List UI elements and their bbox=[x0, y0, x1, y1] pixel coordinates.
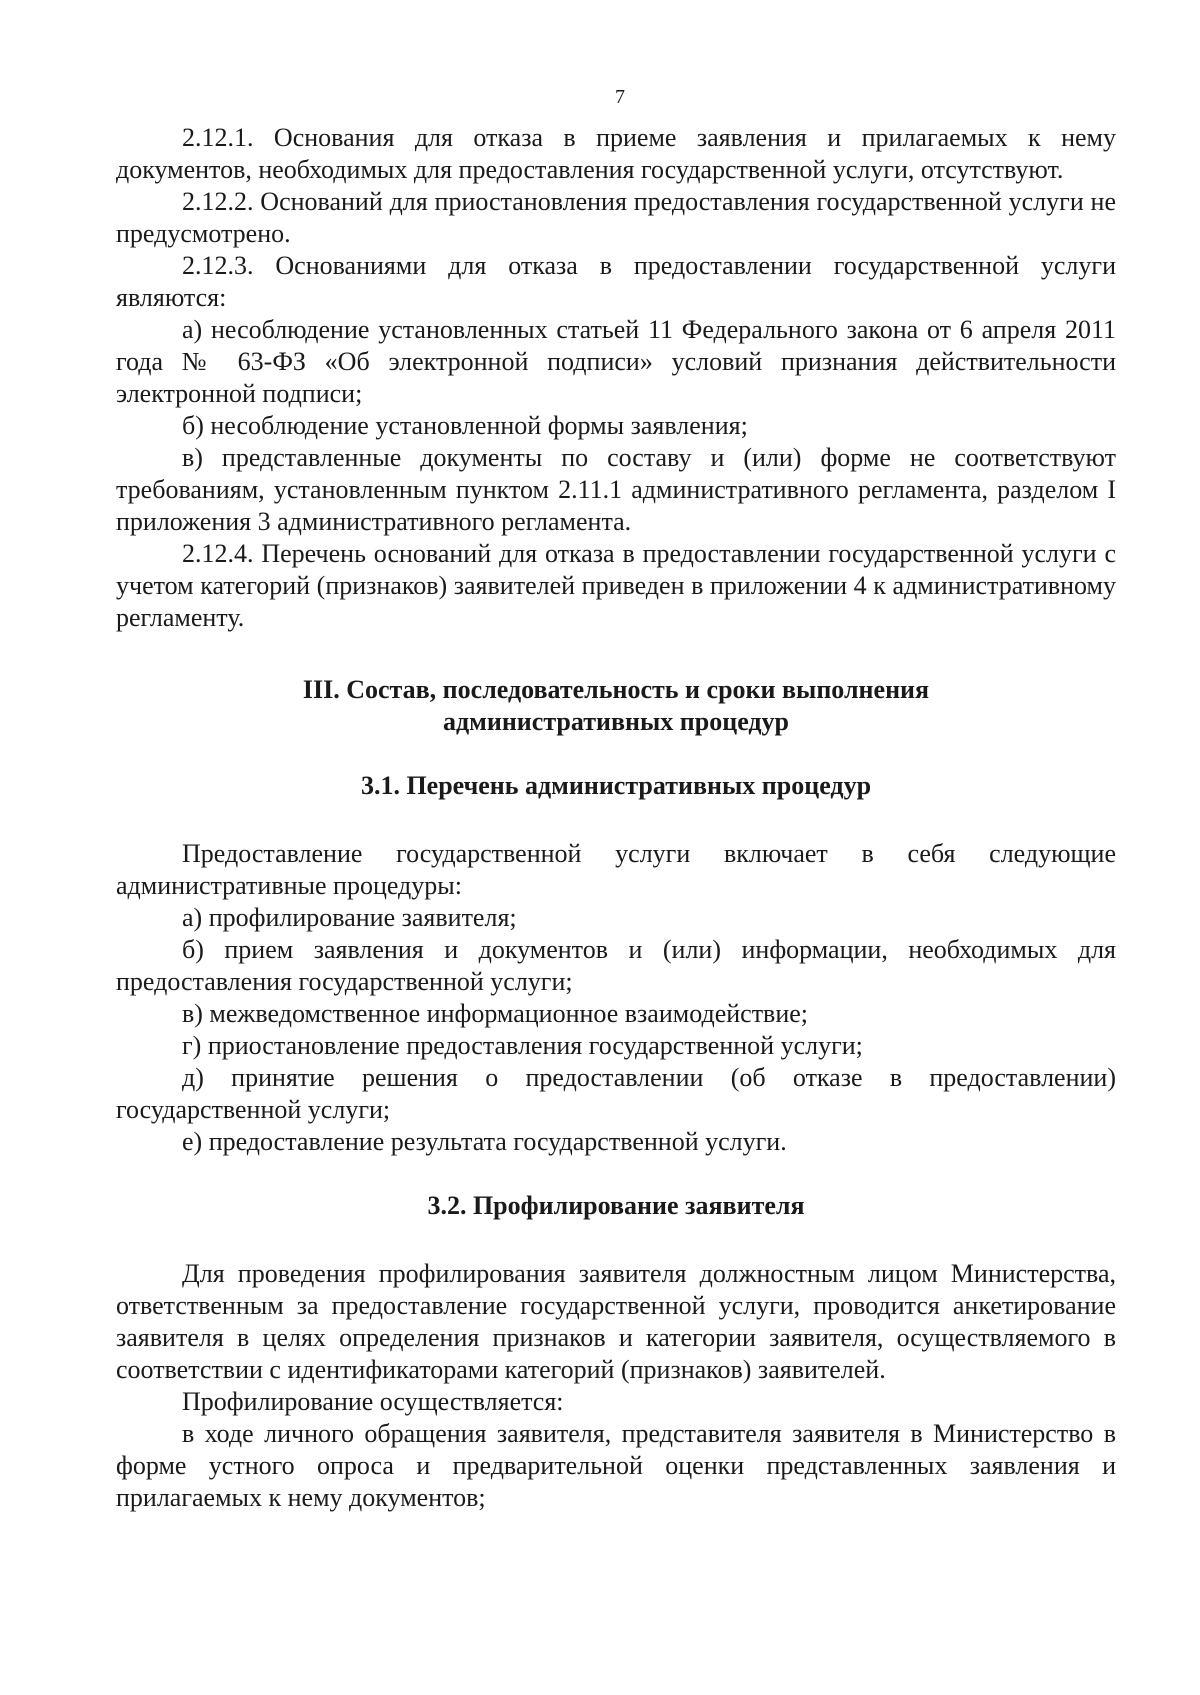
list-item-b: б) несоблюдение установленной формы заявления; bbox=[182, 411, 748, 440]
paragraph-2-12-3: 2.12.3. Основаниями для отказа в предоставлении государственной услуги являются: bbox=[116, 251, 1116, 312]
procedure-item-b: б) прием заявления и документов и (или) информации, необходимых для предоставления государственной услуги; bbox=[116, 935, 1116, 996]
list-item-v: в) представленные документы по составу и (или) форме не соответствуют требованиям, установленным пунктом 2.11.1 административного регламента, разделом I приложения 3 административного регламента. bbox=[116, 443, 1116, 536]
section-3-2-heading: 3.2. Профилирование заявителя bbox=[427, 1191, 805, 1220]
list-item-a: а) несоблюдение установленных статьей 11 Федерального закона от 6 апреля 2011 года № 63-ФЗ «Об электронной подписи» условий признания действительности электронной подписи; bbox=[116, 315, 1116, 408]
section-3-2-paragraph-1: Для проведения профилирования заявителя должностным лицом Министерства, ответственным за предоставление государственной услуги, проводится анкетирование заявителя в целях определения признаков и категории заявителя, осуществляемого в соответствии с идентификаторами категорий (признаков) заявителей. bbox=[116, 1259, 1116, 1384]
paragraph-2-12-4: 2.12.4. Перечень оснований для отказа в предоставлении государственной услуги с учетом категорий (признаков) заявителей приведен в приложении 4 к административному регламенту. bbox=[116, 539, 1116, 632]
section-3-heading bbox=[116, 674, 1116, 738]
section-3-2-paragraph-2: Профилирование осуществляется: bbox=[182, 1387, 564, 1416]
section-3-2-paragraph-3: в ходе личного обращения заявителя, представителя заявителя в Министерство в форме устного опроса и предварительной оценки представленных заявления и прилагаемых к нему документов; bbox=[116, 1419, 1116, 1512]
page-number: 7 bbox=[615, 86, 625, 108]
paragraph-2-12-1: 2.12.1. Основания для отказа в приеме заявления и прилагаемых к нему документов, необходимых для предоставления государственной услуги, отсутствуют. bbox=[116, 123, 1116, 184]
procedure-item-e: е) предоставление результата государственной услуги. bbox=[182, 1127, 787, 1156]
section-3-heading-line2: административных процедур bbox=[442, 707, 790, 736]
procedure-item-g: г) приостановление предоставления государственной услуги; bbox=[182, 1031, 863, 1060]
paragraph-2-12-2: 2.12.2. Оснований для приостановления предоставления государственной услуги не предусмотрено. bbox=[116, 187, 1116, 248]
procedure-item-d: д) принятие решения о предоставлении (об отказе в предоставлении) государственной услуги; bbox=[116, 1063, 1116, 1124]
document-body bbox=[116, 122, 1116, 1514]
section-3-heading-line1: III. Состав, последовательность и сроки выполнения bbox=[302, 675, 930, 704]
section-3-1-heading: 3.1. Перечень административных процедур bbox=[360, 771, 872, 800]
procedure-item-a: а) профилирование заявителя; bbox=[182, 903, 517, 932]
procedure-item-v: в) межведомственное информационное взаимодействие; bbox=[182, 999, 809, 1028]
section-3-1-intro: Предоставление государственной услуги включает в себя следующие административные процедуры: bbox=[116, 839, 1116, 900]
